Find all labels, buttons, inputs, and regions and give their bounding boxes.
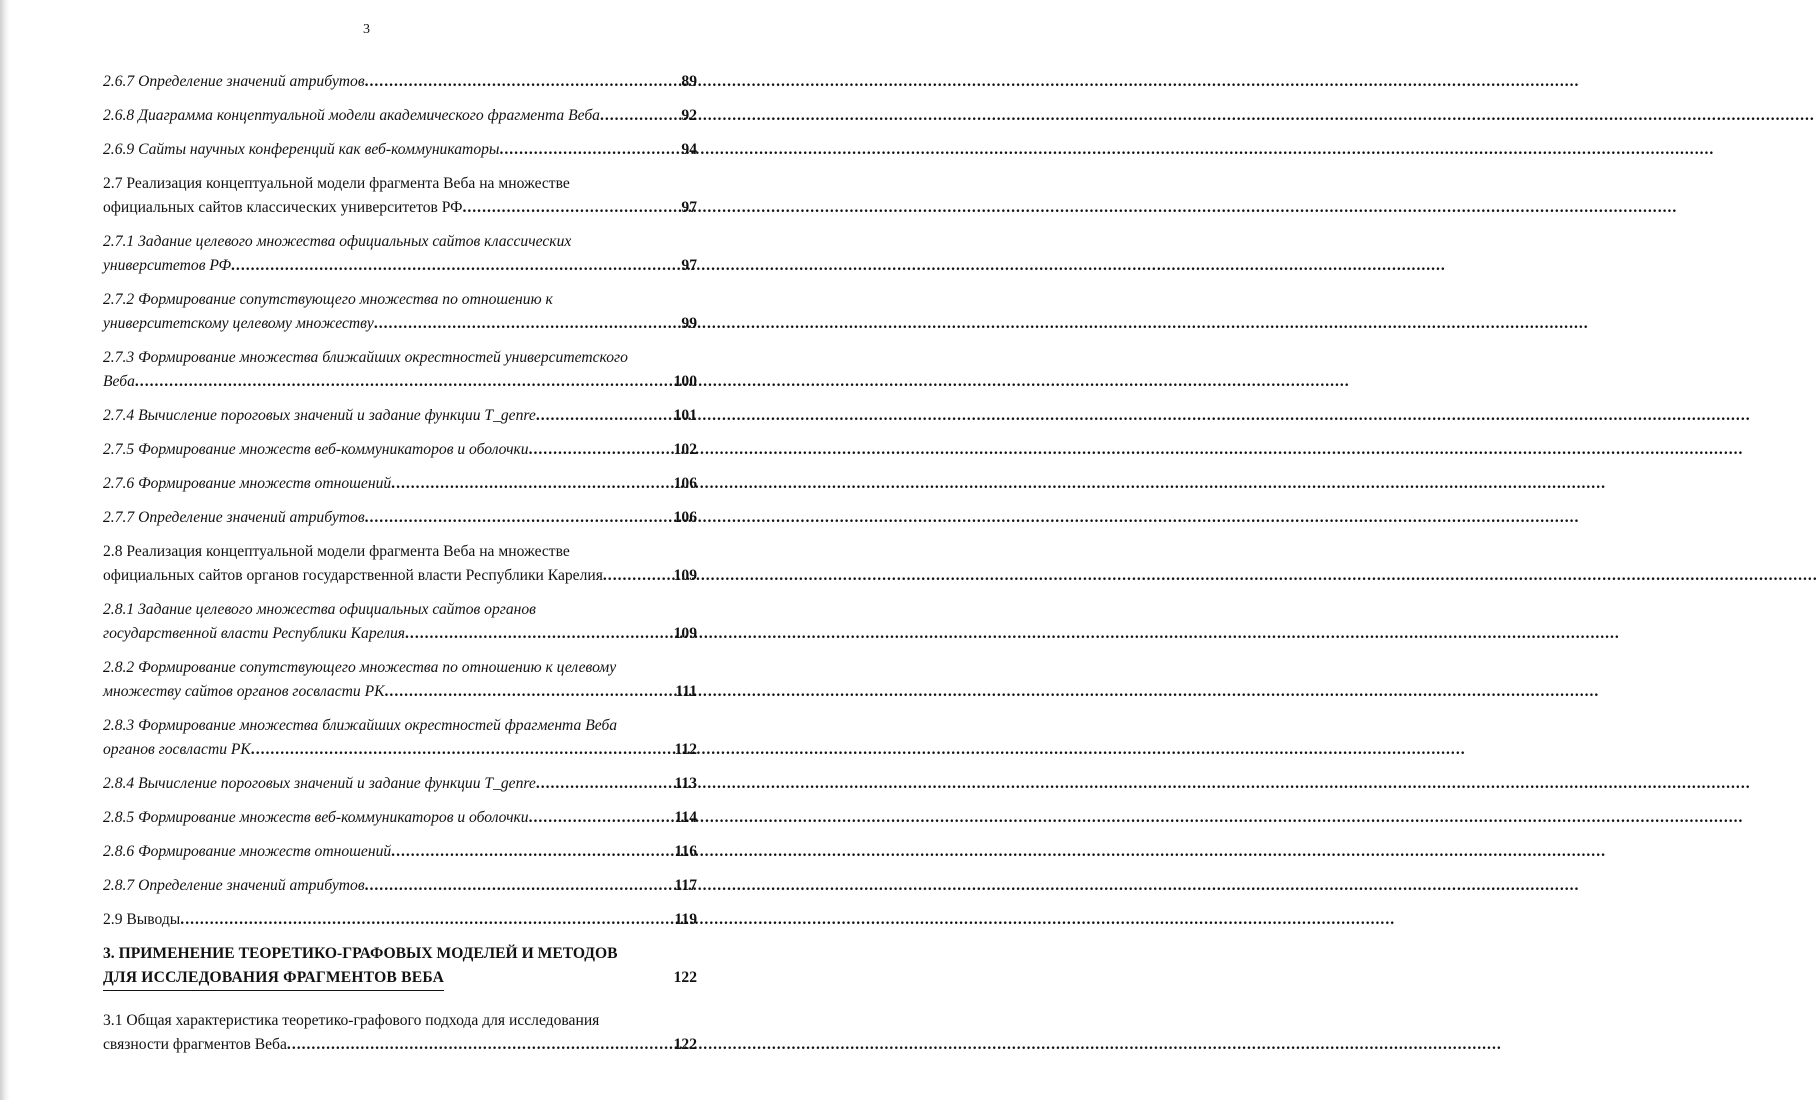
toc-chapter-title-line1: 3. ПРИМЕНЕНИЕ ТЕОРЕТИКО-ГРАФОВЫХ МОДЕЛЕЙ И МЕТОДОВ (103, 945, 618, 962)
toc-entry-title-line1: 2.7.1 Задание целевого множества официальных сайтов классических (103, 233, 572, 250)
toc-entry-title: 2.7.5 Формирование множеств веб-коммуникаторов и оболочки (103, 441, 529, 458)
dot-leader (365, 874, 673, 898)
dot-leader (287, 1033, 672, 1057)
toc-page-number: 122 (673, 1036, 697, 1053)
dot-leader (405, 622, 672, 646)
toc-entry-title-line1: 3.1 Общая характеристика теоретико-графового подхода для исследования (103, 1012, 600, 1029)
dot-leader (529, 806, 673, 830)
toc-entry-2-9[interactable] (103, 908, 697, 932)
toc-entry-2-7-1[interactable] (103, 230, 697, 278)
dot-leader (365, 506, 672, 530)
toc-entry-2-8-3[interactable] (103, 714, 697, 762)
toc-entry-2-7[interactable] (103, 172, 697, 220)
dot-leader (365, 70, 680, 94)
scan-edge (0, 0, 10, 1100)
toc-entry-2-7-2[interactable] (103, 288, 697, 336)
dot-leader (391, 840, 672, 864)
dot-leader (529, 438, 672, 462)
dot-leader (231, 254, 679, 278)
toc-page-number: 116 (674, 843, 697, 860)
toc-entry-title-line2: множеству сайтов органов госвласти РК (103, 683, 385, 700)
dot-leader (385, 680, 674, 704)
toc-entry-title-line1: 2.8.1 Задание целевого множества официальных сайтов органов (103, 601, 536, 618)
toc-page-number: 101 (673, 407, 697, 424)
toc-entry-title: 2.9 Выводы (103, 911, 181, 928)
toc-page-number: 119 (674, 911, 697, 928)
toc-page-number: 94 (681, 141, 697, 158)
toc-entry-title: 2.6.7 Определение значений атрибутов (103, 73, 365, 90)
toc-entry-2-7-6[interactable] (103, 472, 697, 496)
toc-entry-2-6-8[interactable] (103, 104, 697, 128)
toc-entry-title-line2: официальных сайтов классических университетов РФ (103, 199, 463, 216)
toc-entry-title: 2.8.6 Формирование множеств отношений (103, 843, 392, 860)
toc-entry-2-8-2[interactable] (103, 656, 697, 704)
toc-page-number: 97 (681, 257, 697, 274)
toc-page-number: 99 (681, 315, 697, 332)
toc-page-number: 114 (674, 809, 697, 826)
toc-entry-2-8-5[interactable] (103, 806, 697, 830)
toc-entry-title: 2.7.6 Формирование множеств отношений (103, 475, 392, 492)
toc-entry-3-1[interactable] (103, 1009, 697, 1057)
dot-leader (135, 370, 672, 394)
toc-entry-2-8-4[interactable] (103, 772, 697, 796)
dot-leader (391, 472, 671, 496)
dot-leader (462, 196, 679, 220)
toc-entry-title-line1: 2.8.2 Формирование сопутствующего множества по отношению к целевому (103, 659, 617, 676)
toc-entry-2-7-7[interactable] (103, 506, 697, 530)
dot-leader (251, 738, 673, 762)
toc-entry-title: 2.8.4 Вычисление пороговых значений и задание функции T_genre (103, 775, 536, 792)
toc-entry-title-line1: 2.8 Реализация концептуальной модели фрагмента Веба на множестве (103, 543, 570, 560)
toc-entry-2-7-3[interactable] (103, 346, 697, 394)
dot-leader (600, 104, 679, 128)
toc-entry-title-line1: 2.7 Реализация концептуальной модели фрагмента Веба на множестве (103, 175, 570, 192)
toc-entry-2-8[interactable] (103, 540, 697, 588)
toc-page-number: 117 (674, 877, 697, 894)
dot-leader (603, 564, 672, 588)
toc-entry-title: 2.8.5 Формирование множеств веб-коммуникаторов и оболочки (103, 809, 529, 826)
toc-page-number: 109 (673, 625, 697, 642)
toc-entry-title: 2.6.8 Диаграмма концептуальной модели академического фрагмента Веба (103, 107, 600, 124)
toc-chapter-title-line2: ДЛЯ ИССЛЕДОВАНИЯ ФРАГМЕНТОВ ВЕБА (103, 966, 444, 991)
toc-entry-title-line1: 2.7.3 Формирование множества ближайших окрестностей университетского (103, 349, 628, 366)
toc-page-number: 112 (674, 741, 697, 758)
toc-entry-2-8-6[interactable] (103, 840, 697, 864)
dot-leader (374, 312, 680, 336)
toc-entry-2-7-4[interactable] (103, 404, 697, 428)
toc-entry-title-line2: университетов РФ (103, 257, 232, 274)
toc-entry-title: 2.7.4 Вычисление пороговых значений и задание функции T_genre (103, 407, 536, 424)
toc-entry-title-line2: государственной власти Республики Карелия (103, 625, 406, 642)
toc-entry-2-6-9[interactable] (103, 138, 697, 162)
toc-entry-title: 2.6.9 Сайты научных конференций как веб-коммуникаторы (103, 141, 500, 158)
toc-page-number: 100 (673, 373, 697, 390)
table-of-contents (103, 70, 697, 1057)
toc-entry-title: 2.8.7 Определение значений атрибутов (103, 877, 365, 894)
toc-entry-2-6-7[interactable] (103, 70, 697, 94)
toc-entry-title-line2: связности фрагментов Веба (103, 1036, 287, 1053)
dot-leader (499, 138, 679, 162)
toc-page-number: 109 (673, 567, 697, 584)
toc-page-number: 122 (673, 969, 697, 986)
toc-page-number: 111 (675, 683, 697, 700)
toc-entry-title-line2: Веба (103, 373, 135, 390)
page-number: 3 (363, 22, 370, 37)
dot-leader (180, 908, 672, 932)
toc-page-number: 113 (674, 775, 697, 792)
toc-entry-title-line1: 2.8.3 Формирование множества ближайших окрестностей фрагмента Веба (103, 717, 618, 734)
toc-page-number: 106 (673, 475, 697, 492)
toc-entry-title-line2: органов госвласти РК (103, 741, 251, 758)
toc-entry-title: 2.7.7 Определение значений атрибутов (103, 509, 365, 526)
dot-leader (536, 404, 672, 428)
toc-page-number: 97 (681, 199, 697, 216)
toc-entry-title-line2: официальных сайтов органов государственной власти Республики Карелия (103, 567, 603, 584)
toc-page-number: 89 (681, 73, 697, 90)
toc-entry-title-line2: университетскому целевому множеству (103, 315, 374, 332)
toc-chapter-3[interactable] (103, 942, 697, 991)
toc-page-number: 106 (673, 509, 697, 526)
toc-entry-title-line1: 2.7.2 Формирование сопутствующего множества по отношению к (103, 291, 553, 308)
toc-entry-2-7-5[interactable] (103, 438, 697, 462)
toc-page-number: 92 (681, 107, 697, 124)
toc-entry-2-8-7[interactable] (103, 874, 697, 898)
toc-entry-2-8-1[interactable] (103, 598, 697, 646)
dot-leader (536, 772, 673, 796)
toc-page-number: 102 (673, 441, 697, 458)
